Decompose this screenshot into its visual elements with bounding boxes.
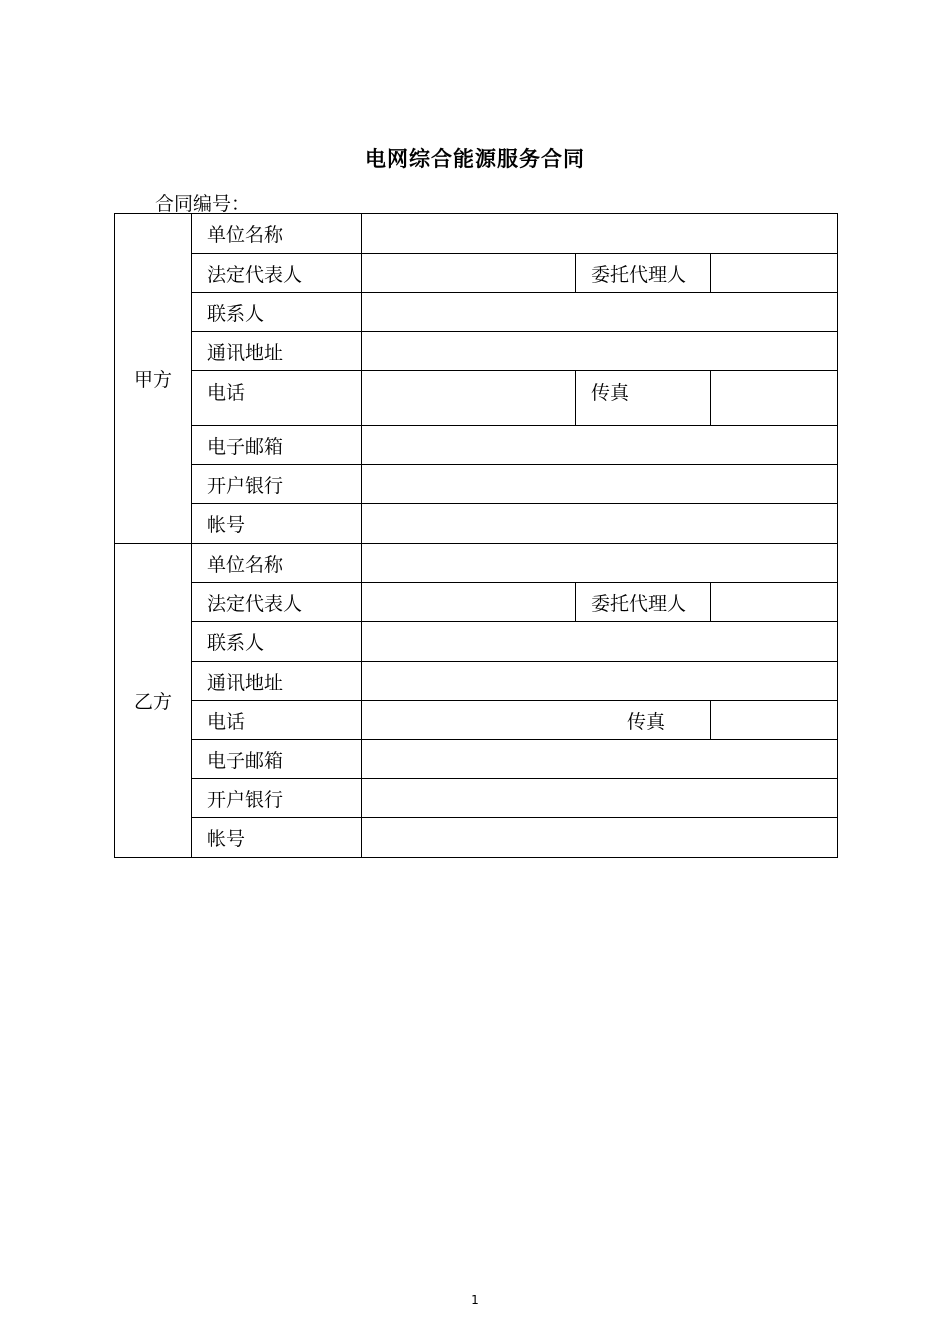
party-b-row-account [115,818,838,858]
party-a-bank-label: 开户银行 [192,465,362,504]
party-b-bank-field[interactable] [362,779,838,818]
party-a-address-label: 通讯地址 [192,332,362,371]
party-b-company-name-field[interactable] [362,544,838,583]
contract-number-label: 合同编号： [155,193,251,215]
party-b-bank-label: 开户银行 [192,779,362,818]
party-a-fax-field[interactable] [711,371,838,426]
party-b-row-email [115,740,838,779]
party-a-label: 甲方 [115,214,192,544]
party-a-row-company [115,214,838,254]
party-b-account-label: 帐号 [192,818,362,858]
party-a-phone-label: 电话 [192,371,362,426]
party-a-company-name-field[interactable] [362,214,838,254]
party-a-row-contact [115,293,838,332]
party-a-email-label: 电子邮箱 [192,426,362,465]
party-a-row-legal [115,254,838,293]
party-a-row-account [115,504,838,544]
party-b-address-label: 通讯地址 [192,662,362,701]
party-b-address-field[interactable] [362,662,838,701]
party-a-contact-label: 联系人 [192,293,362,332]
party-a-bank-field[interactable] [362,465,838,504]
party-a-agent-field[interactable] [711,254,838,293]
party-a-company-name-label: 单位名称 [192,214,362,254]
party-a-contact-field[interactable] [362,293,838,332]
party-b-label: 乙方 [115,544,192,858]
party-info-table [114,213,838,858]
party-a-email-field[interactable] [362,426,838,465]
party-b-phone-label: 电话 [192,701,362,740]
party-a-row-bank [115,465,838,504]
party-a-row-phone [115,371,838,426]
party-a-phone-field[interactable] [362,371,576,426]
party-b-email-field[interactable] [362,740,838,779]
party-a-account-label: 帐号 [192,504,362,544]
party-b-legal-rep-field[interactable] [362,583,576,622]
party-a-fax-label: 传真 [576,371,711,426]
party-b-row-contact [115,622,838,662]
party-a-row-address [115,332,838,371]
party-b-row-company [115,544,838,583]
party-b-agent-label: 委托代理人 [576,583,711,622]
party-a-row-email [115,426,838,465]
party-a-legal-rep-field[interactable] [362,254,576,293]
party-b-row-bank [115,779,838,818]
party-b-company-name-label: 单位名称 [192,544,362,583]
party-b-email-label: 电子邮箱 [192,740,362,779]
party-b-contact-field[interactable] [362,622,838,662]
party-a-account-field[interactable] [362,504,838,544]
party-b-agent-field[interactable] [711,583,838,622]
party-b-contact-label: 联系人 [192,622,362,662]
party-a-address-field[interactable] [362,332,838,371]
document-title: 电网综合能源服务合同 [365,147,585,171]
party-b-row-legal [115,583,838,622]
party-b-account-field[interactable] [362,818,838,858]
party-a-legal-rep-label: 法定代表人 [192,254,362,293]
party-b-row-phone [115,701,838,740]
page-number: 1 [471,1293,479,1307]
party-a-agent-label: 委托代理人 [576,254,711,293]
party-b-row-address [115,662,838,701]
party-b-fax-label: 传真 [362,701,711,740]
party-b-fax-field[interactable] [711,701,838,740]
party-b-legal-rep-label: 法定代表人 [192,583,362,622]
